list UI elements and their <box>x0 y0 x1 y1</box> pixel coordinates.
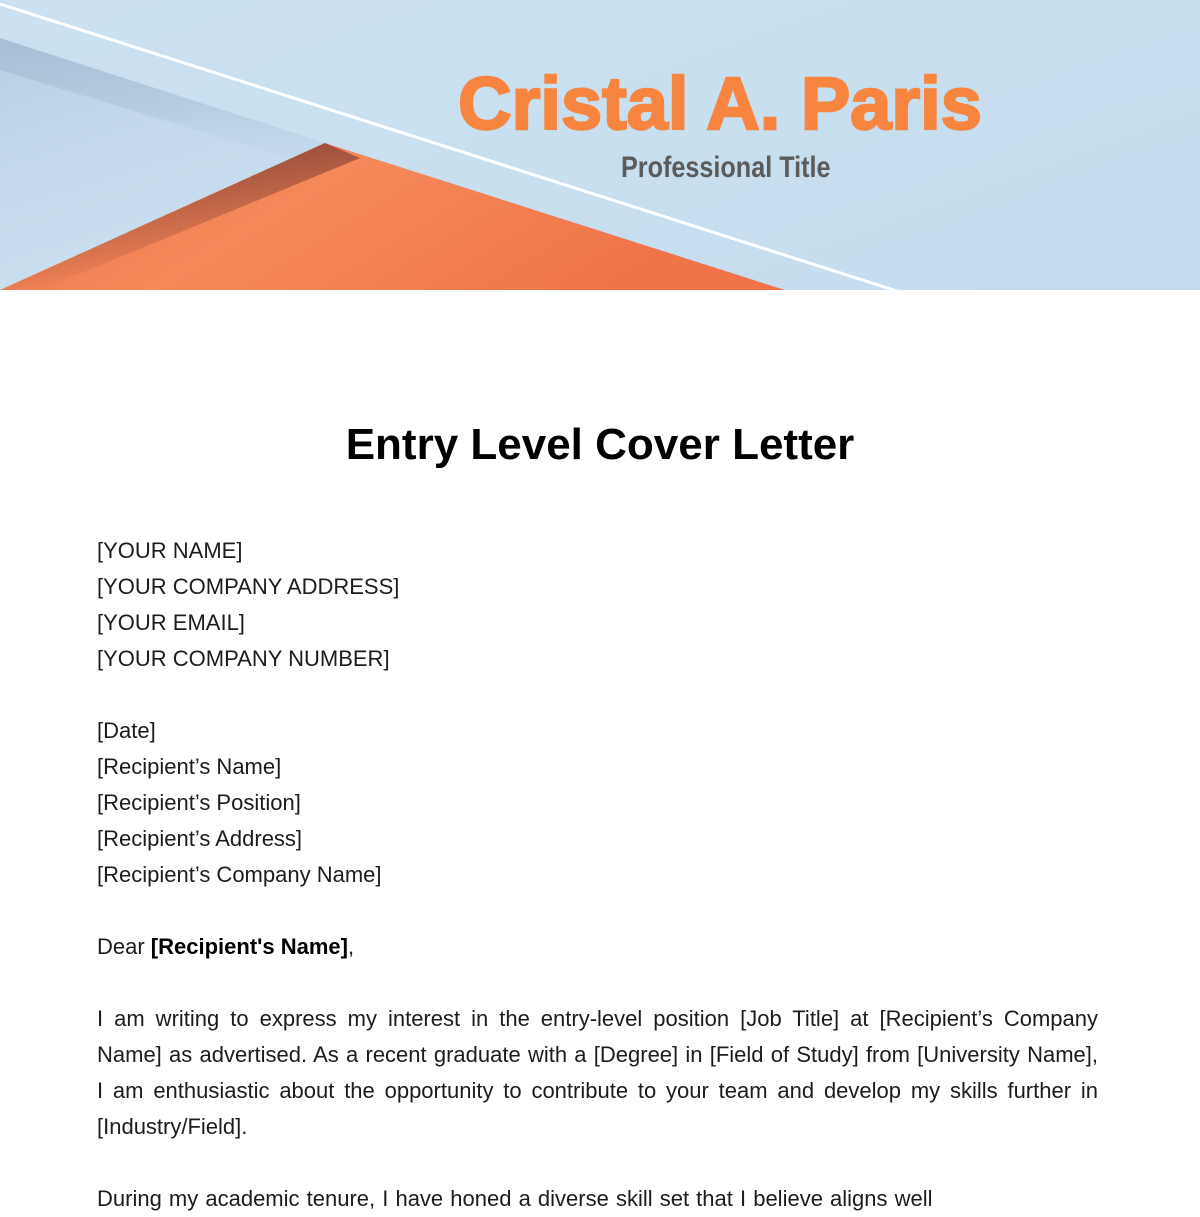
sender-email: [YOUR EMAIL] <box>97 610 245 635</box>
sender-info-block <box>97 533 1097 677</box>
salutation-recipient-name: [Recipient's Name] <box>150 934 348 959</box>
recipient-info-block <box>97 713 1097 893</box>
salutation-suffix: , <box>347 934 355 959</box>
sender-phone: [YOUR COMPANY NUMBER] <box>97 646 390 671</box>
salutation <box>97 929 1097 965</box>
salutation-prefix: Dear <box>97 934 151 959</box>
letter-date: [Date] <box>97 718 156 743</box>
recipient-company: [Recipient’s Company Name] <box>97 862 382 887</box>
body-paragraph-2: During my academic tenure, I have honed a diverse skill set that I believe aligns well <box>97 1186 933 1211</box>
letterhead-banner <box>0 0 1200 290</box>
recipient-name: [Recipient’s Name] <box>97 754 282 779</box>
body-paragraph-1: I am writing to express my interest in the entry-level position [Job Title] at [Recipient’s Company Name] as advertised. As a recent graduate with a [Degree] in [Field of Study] from [University Name], I am enthusiastic about the opportunity to contribute to your team and develop my skills further in [Industry/Field]. <box>97 1006 1098 1139</box>
sender-address: [YOUR COMPANY ADDRESS] <box>97 574 400 599</box>
professional-title <box>0 148 1200 188</box>
candidate-name: Cristal A. Paris <box>458 62 982 145</box>
document-title: Entry Level Cover Letter <box>345 420 855 469</box>
recipient-position: [Recipient’s Position] <box>97 790 301 815</box>
professional-title-text: Professional Title <box>621 151 831 184</box>
recipient-address: [Recipient’s Address] <box>97 826 303 851</box>
sender-name: [YOUR NAME] <box>97 538 243 563</box>
